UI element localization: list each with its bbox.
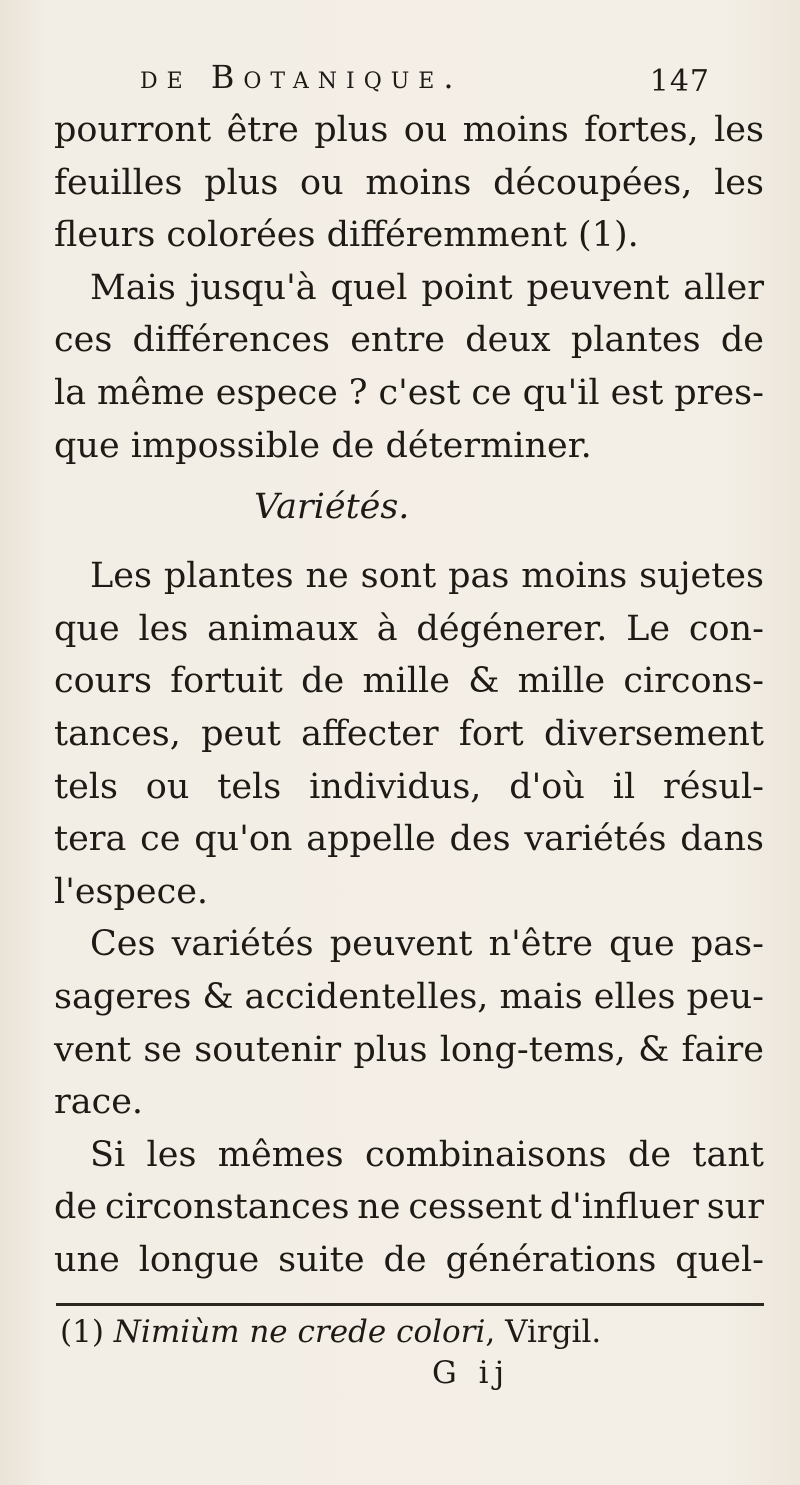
word: de xyxy=(383,1239,427,1280)
word: fortuit xyxy=(170,661,283,702)
word: ou xyxy=(300,162,344,203)
word: affecter xyxy=(301,713,439,754)
word: mais xyxy=(499,976,583,1017)
word: à xyxy=(376,608,398,649)
word: & xyxy=(202,976,234,1017)
word: tances, xyxy=(54,713,181,754)
text-line xyxy=(54,708,764,761)
word: Mais xyxy=(90,267,176,308)
word: mille xyxy=(517,661,606,702)
word: pas xyxy=(448,556,510,597)
word: qu'on xyxy=(194,819,293,860)
page-number: 147 xyxy=(649,64,710,99)
word: mille xyxy=(362,661,450,702)
word: est xyxy=(610,372,664,413)
word: résul- xyxy=(663,766,764,807)
word: longue xyxy=(138,1239,260,1280)
section-heading xyxy=(54,550,764,603)
running-head: de Botanique. xyxy=(140,58,463,96)
footnote-marker: (1) xyxy=(60,1314,104,1350)
word: tels xyxy=(54,766,118,807)
footnote-rule xyxy=(56,1303,764,1306)
word: ces xyxy=(54,320,113,361)
word: point xyxy=(421,267,513,308)
word: aller xyxy=(683,267,764,308)
text-line xyxy=(54,603,764,656)
word: pas- xyxy=(690,924,764,965)
footnote xyxy=(60,1310,760,1354)
word: ne xyxy=(357,1187,401,1228)
word: ce xyxy=(140,819,181,860)
word: ou xyxy=(145,766,190,807)
word: sujetes xyxy=(639,556,764,597)
word: soutenir xyxy=(194,1029,342,1070)
text-line xyxy=(54,813,764,866)
text-line xyxy=(54,104,764,157)
footnote-source: , Virgil. xyxy=(485,1314,602,1350)
word: peuvent xyxy=(329,924,473,965)
footnote-quote: Nimiùm ne crede colori xyxy=(113,1314,486,1350)
word: moins xyxy=(462,110,569,150)
word: Les xyxy=(90,556,152,597)
word: animaux xyxy=(207,608,359,649)
word: d'influer xyxy=(549,1187,699,1228)
word: les xyxy=(146,1134,197,1175)
text-line xyxy=(54,1181,764,1234)
word: peut xyxy=(201,713,281,754)
word: con- xyxy=(688,608,764,649)
word: il xyxy=(612,766,636,807)
word: de xyxy=(627,1134,672,1175)
word: quel- xyxy=(675,1239,764,1280)
body-text xyxy=(54,104,764,1286)
word: découpées, xyxy=(493,162,693,203)
word: plantes xyxy=(163,556,294,597)
word: les xyxy=(714,162,764,203)
word: accidentelles, xyxy=(244,976,489,1017)
word: de xyxy=(720,320,764,361)
text-line xyxy=(54,971,764,1024)
signature-mark: G ij xyxy=(432,1355,511,1391)
word: être xyxy=(226,110,299,150)
text-line xyxy=(54,1234,764,1287)
word: même xyxy=(97,372,205,413)
word: mêmes xyxy=(217,1134,344,1175)
word: que xyxy=(609,924,675,965)
word: peuvent xyxy=(526,267,670,308)
word: d'où xyxy=(509,766,585,807)
word: ce xyxy=(471,372,512,413)
word: qu'il xyxy=(522,372,600,413)
word: dans xyxy=(680,819,764,860)
word: appelle xyxy=(306,819,436,860)
word: cessent xyxy=(408,1187,542,1228)
text-line xyxy=(54,655,764,708)
word: tels xyxy=(217,766,282,807)
text-line xyxy=(54,761,764,814)
word: des xyxy=(449,819,511,860)
word: vent xyxy=(54,1029,132,1070)
word: la xyxy=(54,372,87,413)
word: circonstances xyxy=(104,1187,350,1228)
text-line: race. xyxy=(54,1082,144,1123)
word: tera xyxy=(54,819,127,860)
word: moins xyxy=(365,162,472,203)
word: espece xyxy=(215,372,338,413)
text-line xyxy=(54,157,764,210)
word: de xyxy=(54,1187,98,1228)
word: & xyxy=(638,1029,670,1070)
word: feuilles xyxy=(54,162,183,203)
word: moins xyxy=(521,556,628,597)
word: ou xyxy=(403,110,448,150)
text-line: fleurs colorées différemment (1). xyxy=(54,215,639,256)
word: que xyxy=(54,608,120,649)
word: plantes xyxy=(570,320,701,361)
word: plus xyxy=(204,162,279,203)
text-line xyxy=(54,314,764,367)
word: elles xyxy=(593,976,676,1017)
word: plus xyxy=(353,1029,428,1070)
word: tant xyxy=(692,1134,764,1175)
word: sur xyxy=(706,1187,764,1228)
word: les xyxy=(138,608,189,649)
page-header xyxy=(140,58,710,108)
word: ? xyxy=(348,372,368,413)
word: variétés xyxy=(524,819,667,860)
word: de xyxy=(301,661,345,702)
word: les xyxy=(714,110,764,150)
word: générations xyxy=(445,1239,657,1280)
word: combinaisons xyxy=(364,1134,607,1175)
text-line xyxy=(54,1129,764,1182)
word: ne xyxy=(305,556,349,597)
word: cours xyxy=(54,661,152,702)
word: c'est xyxy=(378,372,461,413)
word: circons- xyxy=(623,661,764,702)
word: sont xyxy=(360,556,437,597)
text-line: que impossible de déterminer. xyxy=(54,425,592,466)
word: dégénerer. xyxy=(416,608,608,649)
word: Ces xyxy=(90,924,156,965)
word: faire xyxy=(681,1029,764,1070)
word: sageres xyxy=(54,976,192,1017)
text-line xyxy=(54,367,764,420)
word: entre xyxy=(350,320,445,361)
section-heading: Variétés. xyxy=(254,487,410,528)
word: pres- xyxy=(674,372,764,413)
text-line xyxy=(54,262,764,315)
word: Si xyxy=(90,1134,126,1175)
text-line xyxy=(54,918,764,971)
word: long-tems, xyxy=(439,1029,626,1070)
word: & xyxy=(468,661,500,702)
word: fort xyxy=(458,713,524,754)
word: diversement xyxy=(544,713,764,754)
word: fortes, xyxy=(584,110,699,150)
word: se xyxy=(143,1029,183,1070)
word: peu- xyxy=(686,976,764,1017)
text-line xyxy=(54,1024,764,1077)
word: individus, xyxy=(309,766,482,807)
word: quel xyxy=(330,267,408,308)
word: plus xyxy=(314,110,389,150)
word: différences xyxy=(132,320,330,361)
word: deux xyxy=(465,320,551,361)
text-line: l'espece. xyxy=(54,871,209,912)
word: variétés xyxy=(171,924,314,965)
word: Le xyxy=(626,608,671,649)
word: suite xyxy=(278,1239,365,1280)
word: pourront xyxy=(54,110,212,150)
word: jusqu'à xyxy=(189,267,317,308)
word: n'être xyxy=(488,924,593,965)
word: une xyxy=(54,1239,120,1280)
